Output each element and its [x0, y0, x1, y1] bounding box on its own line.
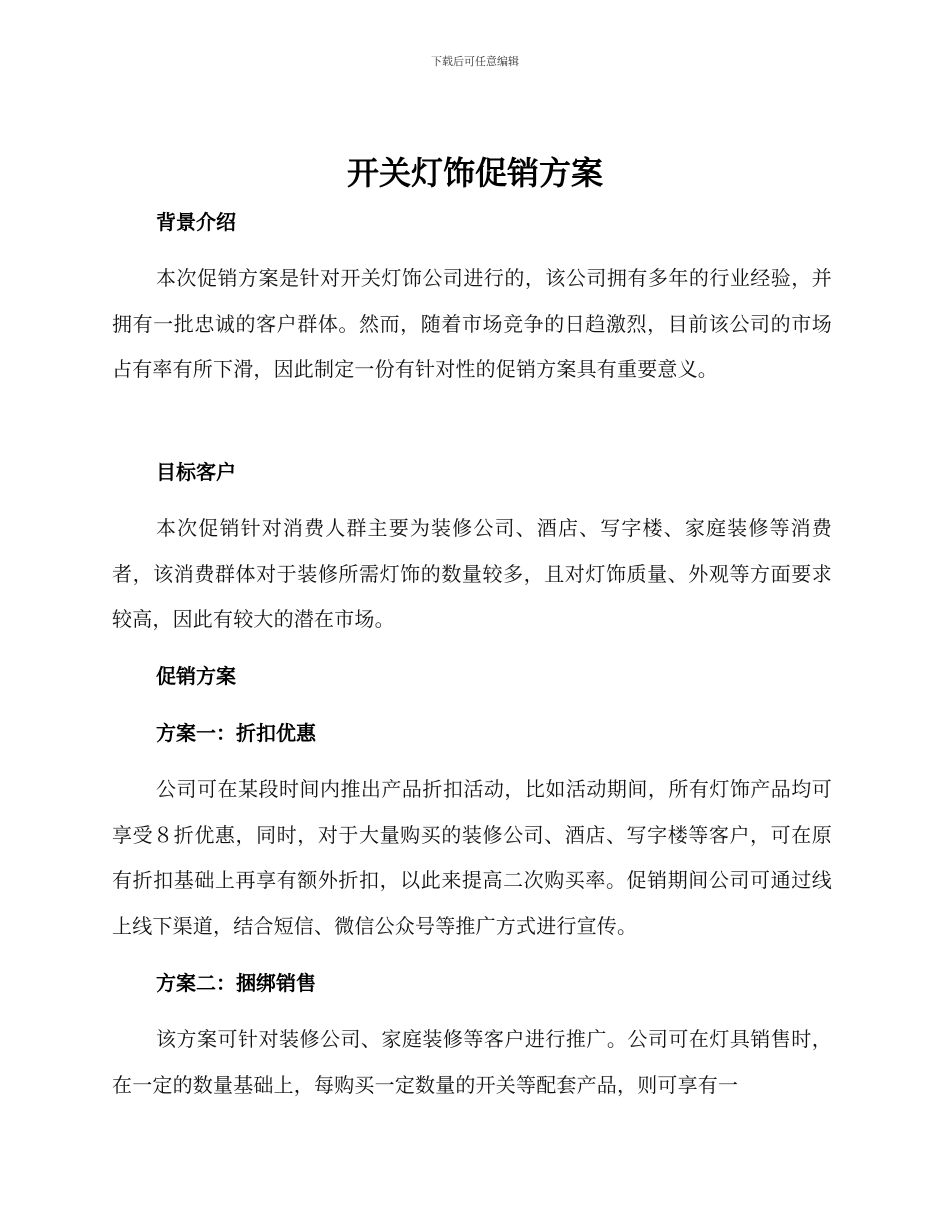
paragraph-target-customers-text: 本次促销针对消费人群主要为装修公司、酒店、写字楼、家庭装修等消费者，该消费群体对于装修所需灯饰的数量较多，且对灯饰质量、外观等方面要求较高，因此有较大的潜在市场。 [112, 516, 832, 631]
section-heading-promotion-plan: 促销方案 [156, 664, 236, 688]
paragraph-plan-one-text: 公司可在某段时间内推出产品折扣活动，比如活动期间，所有灯饰产品均可享受８折优惠，同时，对于大量购买的装修公司、酒店、写字楼等客户，可在原有折扣基础上再享有额外折扣，以此来提高二次购买率。促销期间公司可通过线上线下渠道，结合短信、微信公众号等推广方式进行宣传。 [112, 777, 832, 938]
section-promotion-plan [112, 662, 832, 690]
paragraph-plan-one [112, 767, 832, 949]
paragraph-plan-two [112, 1017, 832, 1108]
section-heading-background: 背景介绍 [156, 210, 236, 234]
section-background [112, 208, 832, 236]
section-plan-one [112, 719, 832, 747]
paragraph-target-customers [112, 506, 832, 643]
document-title: 开关灯饰促销方案 [346, 154, 603, 192]
section-heading-target-customers: 目标客户 [156, 460, 236, 484]
section-plan-two [112, 969, 832, 997]
paragraph-background-text: 本次促销方案是针对开关灯饰公司进行的，该公司拥有多年的行业经验，并拥有一批忠诚的客户群体。然而，随着市场竞争的日趋激烈，目前该公司的市场占有率有所下滑，因此制定一份有针对性的促销方案具有重要意义。 [112, 266, 832, 381]
page-header-note: 下载后可任意编辑 [431, 55, 519, 68]
section-heading-plan-one: 方案一：折扣优惠 [156, 721, 316, 745]
section-target-customers [112, 458, 832, 486]
paragraph-plan-two-text: 该方案可针对装修公司、家庭装修等客户进行推广。公司可在灯具销售时，在一定的数量基础上，每购买一定数量的开关等配套产品，则可享有一 [112, 1027, 832, 1097]
paragraph-background [112, 256, 832, 393]
section-heading-plan-two: 方案二：捆绑销售 [156, 971, 316, 995]
